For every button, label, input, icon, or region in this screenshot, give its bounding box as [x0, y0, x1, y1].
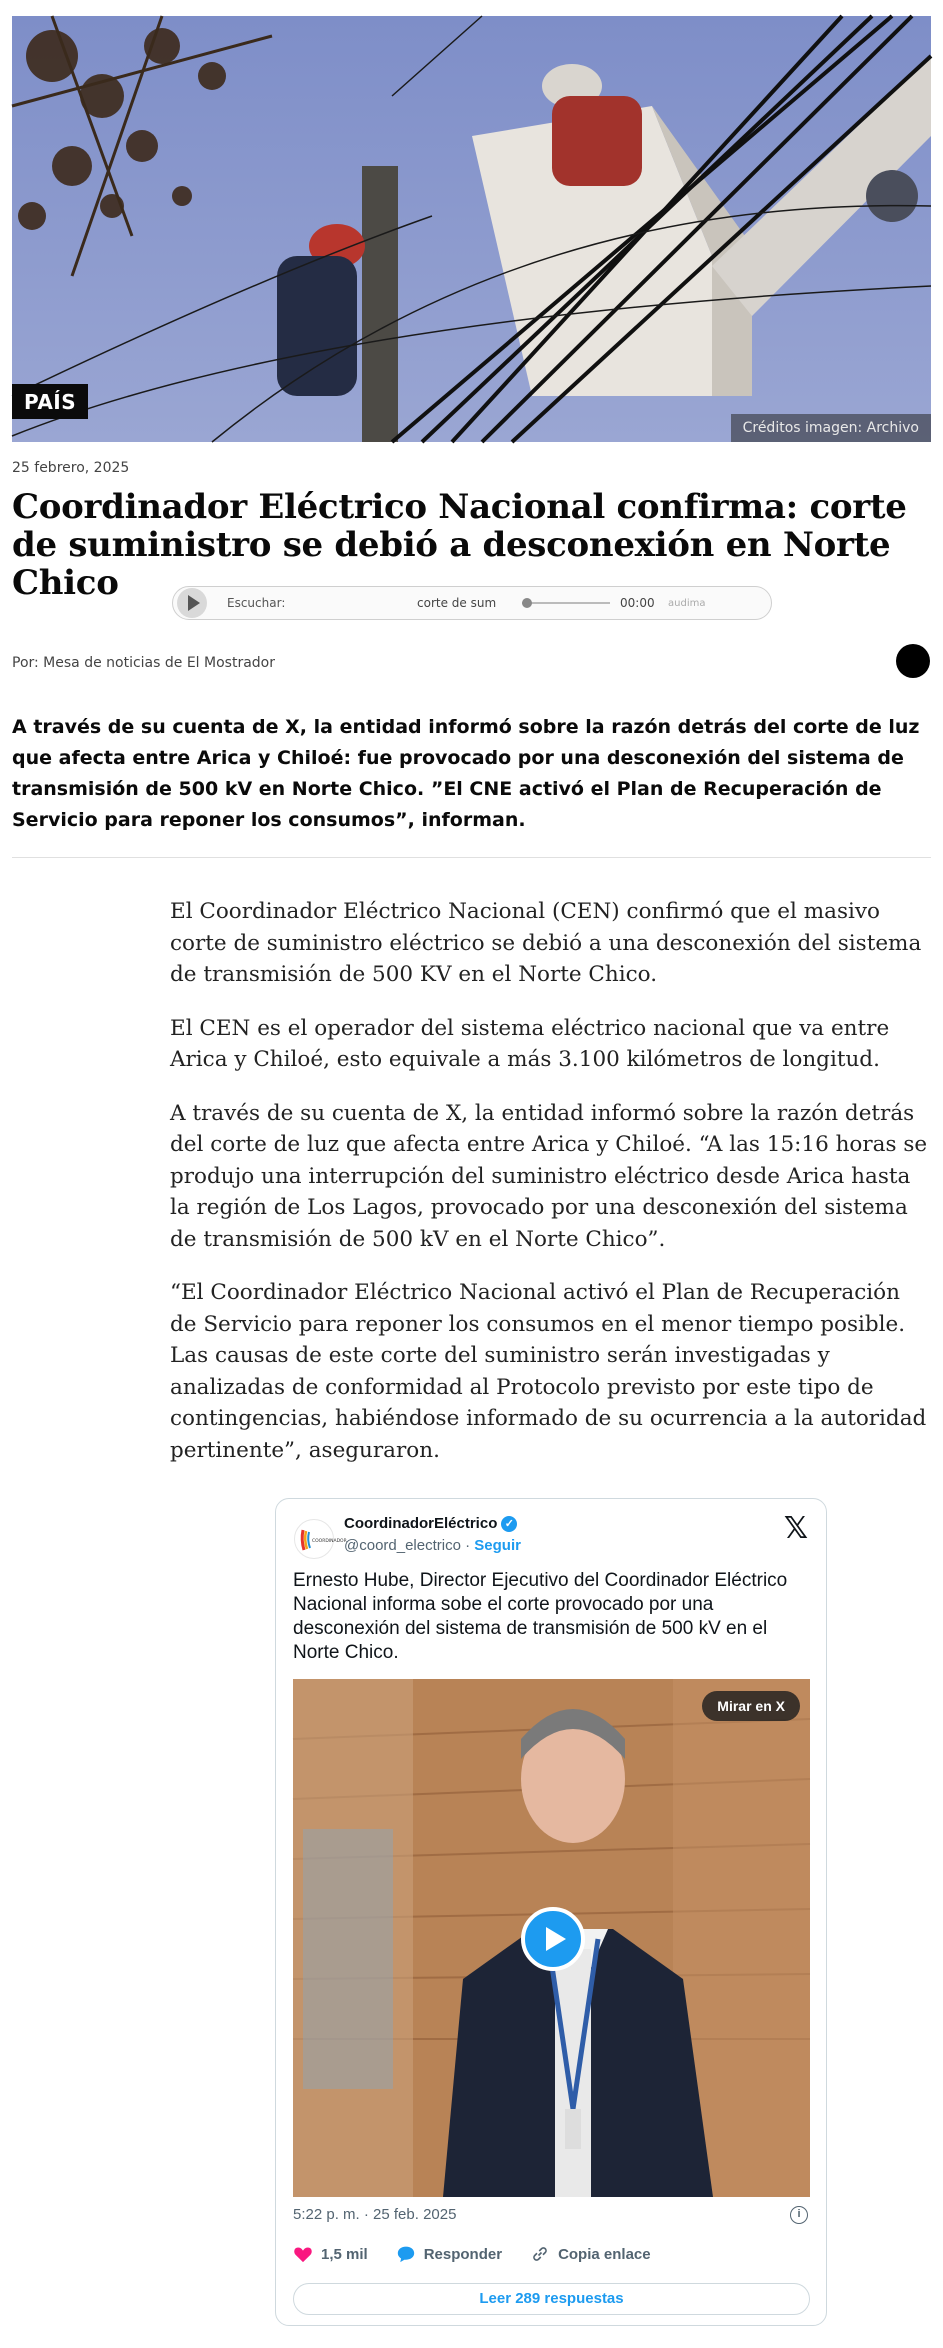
play-icon: [546, 1927, 566, 1951]
tweet-text: Ernesto Hube, Director Ejecutivo del Coordinador Eléctrico Nacional informa sobe el corte provocado por una desconexión del sistema de transmisión de 500 kV en el Norte Chico.: [293, 1570, 788, 1663]
play-icon: [188, 595, 200, 611]
audio-play-button[interactable]: [177, 588, 207, 618]
reply-button[interactable]: [396, 2245, 502, 2263]
coordinador-logo-icon: [295, 1520, 347, 1560]
floating-circle-button[interactable]: [896, 644, 930, 678]
divider: [12, 857, 931, 858]
body-paragraph: El Coordinador Eléctrico Nacional (CEN) confirmó que el masivo corte de suministro eléctrico se debió a una desconexión del sistema de transmisión de 500 KV en el Norte Chico.: [170, 899, 922, 987]
audio-player: [172, 586, 772, 620]
info-icon[interactable]: i: [790, 2206, 808, 2224]
body-paragraph: El CEN es el operador del sistema eléctrico nacional que va entre Arica y Chiloé, esto equivale a más 3.100 kilómetros de longitud.: [170, 1015, 890, 1072]
section-badge[interactable]: PAÍS: [12, 384, 88, 419]
image-credits: Créditos imagen: Archivo: [731, 414, 931, 442]
tweet-display-name-text: CoordinadorEléctrico: [344, 1515, 498, 1532]
article-title: Coordinador Eléctrico Nacional confirma: corte de suministro se debió a desconexión en Norte Chico: [12, 487, 907, 603]
like-button[interactable]: [293, 2245, 368, 2263]
tweet-display-name[interactable]: [344, 1515, 517, 1532]
copy-link-button[interactable]: [530, 2245, 651, 2263]
svg-text:COORDINADOR: COORDINADOR: [312, 1539, 347, 1544]
tweet-separator: ·: [465, 1537, 471, 1554]
hero-image: [12, 16, 931, 442]
body-paragraph: A través de su cuenta de X, la entidad informó sobre la razón detrás del corte de luz que afecta entre Arica y Chiloé. “A las 15:16 horas se produjo una interrupción del suministro eléctrico desde Arica hasta la región de Los Lagos, provocado por una desconexión del sistema de transmisión de 500 kV en el Norte Chico”.: [170, 1100, 928, 1252]
tweet-avatar[interactable]: [294, 1519, 347, 1559]
link-icon: [530, 2245, 550, 2263]
audio-listen-label: Escuchar:: [227, 596, 286, 610]
audio-track-title: corte de sum: [417, 596, 497, 610]
tweet-handle[interactable]: @coord_electrico: [344, 1537, 461, 1554]
video-play-button[interactable]: [521, 1907, 585, 1971]
article-lead: A través de su cuenta de X, la entidad informó sobre la razón detrás del corte de luz que afecta entre Arica y Chiloé: fue provocado por una desconexión del sistema de transmisión de 500 kV en Norte Chico. ”El CNE activó el Plan de Recuperación de Servicio para reponer los consumos”, informan.: [12, 716, 920, 831]
x-logo-icon[interactable]: 𝕏: [783, 1511, 808, 1546]
heart-icon: [293, 2245, 313, 2263]
article-author[interactable]: Por: Mesa de noticias de El Mostrador: [12, 655, 275, 671]
like-count: 1,5 mil: [321, 2245, 368, 2263]
reply-label: Responder: [423, 2245, 503, 2263]
reply-bubble-icon: [396, 2245, 416, 2263]
tweet-timestamp[interactable]: 5:22 p. m. · 25 feb. 2025: [293, 2206, 457, 2223]
publish-date: 25 febrero, 2025: [12, 460, 130, 476]
body-paragraph: “El Coordinador Eléctrico Nacional activó el Plan de Recuperación de Servicio para reponer los consumos en el menor tiempo posible. Las causas de este corte del suministro serán investigadas y analizadas de conformidad al Protocolo previsto por este tipo de contingencias, habiéndose informado de su ocurrencia a la autoridad pertinente”, aseguraron.: [170, 1280, 927, 1463]
audio-progress-bar[interactable]: [522, 602, 610, 604]
article-body: [170, 896, 932, 1488]
audio-progress-knob[interactable]: [522, 598, 532, 608]
copy-link-label: Copia enlace: [558, 2245, 651, 2263]
tweet-actions: [293, 2245, 679, 2263]
verified-badge-icon: ✓: [501, 1516, 517, 1532]
tweet-embed[interactable]: [275, 1498, 827, 2326]
audio-time: 00:00: [620, 596, 655, 610]
audio-brand[interactable]: audima: [668, 597, 706, 609]
tweet-handle-row: [344, 1537, 521, 1554]
follow-button[interactable]: Seguir: [474, 1537, 521, 1554]
tweet-video[interactable]: [293, 1679, 810, 2197]
watch-on-x-button[interactable]: Mirar en X: [702, 1691, 800, 1721]
hero-photo-illustration: [12, 16, 931, 442]
read-replies-button[interactable]: Leer 289 respuestas: [293, 2283, 810, 2315]
